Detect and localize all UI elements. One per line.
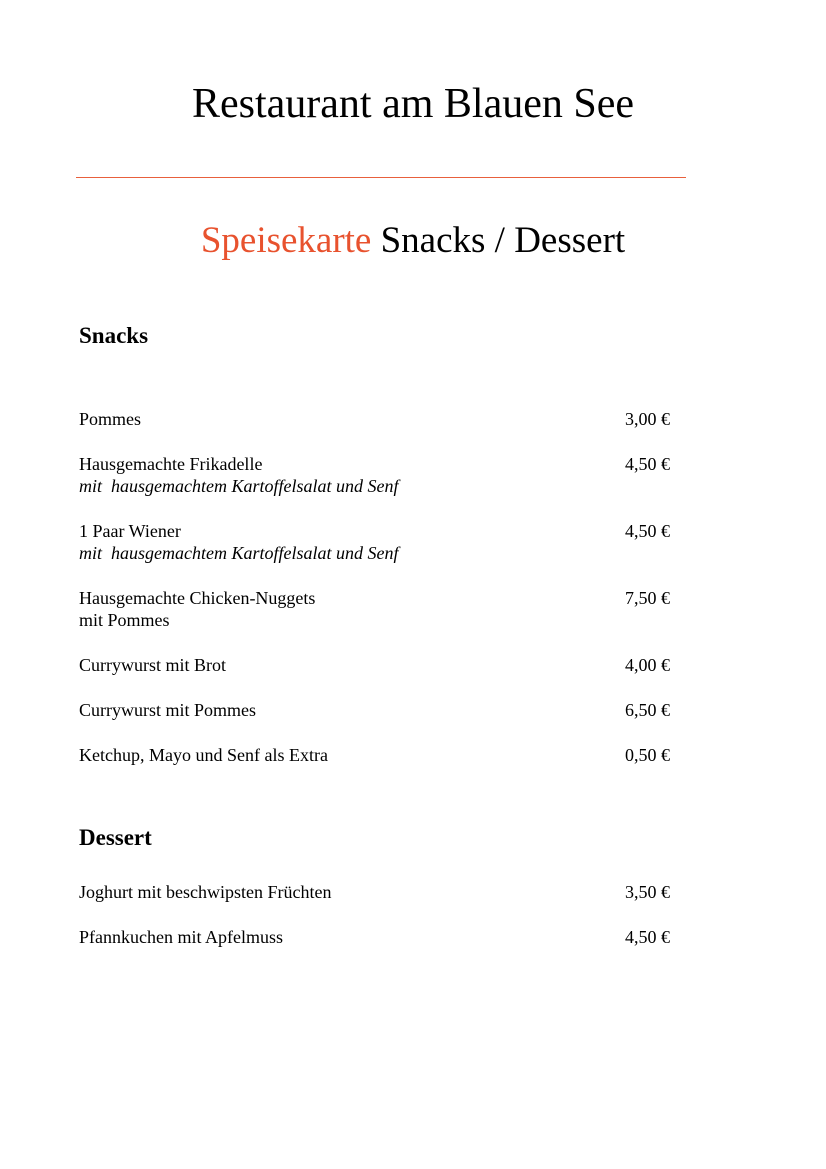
item-price: 4,50 € <box>625 927 670 947</box>
menu-item-wiener <box>79 520 670 564</box>
menu-item-joghurt <box>79 881 670 903</box>
menu-subtitle <box>0 219 826 263</box>
section-heading-snacks: Snacks <box>79 323 149 348</box>
menu-item-pommes <box>79 408 670 430</box>
menu-item-chicken-nuggets <box>79 587 670 631</box>
item-name: Currywurst mit Pommes <box>79 700 257 720</box>
item-name: Hausgemachte Frikadelle <box>79 454 263 474</box>
item-price: 3,00 € <box>625 409 670 429</box>
restaurant-title: Restaurant am Blauen See <box>191 81 635 127</box>
item-description: mit hausgemachtem Kartoffelsalat und Senf <box>79 543 399 563</box>
item-price: 4,00 € <box>625 655 670 675</box>
item-name: 1 Paar Wiener <box>79 521 181 541</box>
menu-item-frikadelle <box>79 453 670 497</box>
item-description: mit Pommes <box>79 610 170 630</box>
item-description: mit hausgemachtem Kartoffelsalat und Senf <box>79 476 399 496</box>
item-price: 6,50 € <box>625 700 670 720</box>
item-name: Ketchup, Mayo und Senf als Extra <box>79 745 328 765</box>
item-price: 7,50 € <box>625 588 670 608</box>
item-name: Currywurst mit Brot <box>79 655 226 675</box>
section-heading-dessert: Dessert <box>79 825 152 850</box>
subtitle-rest: Snacks / Dessert <box>371 220 626 261</box>
item-name: Hausgemachte Chicken-Nuggets <box>79 588 316 608</box>
header-divider <box>76 177 686 178</box>
menu-item-currywurst-pommes <box>79 699 670 721</box>
item-name: Joghurt mit beschwipsten Früchten <box>79 882 332 902</box>
menu-item-extras <box>79 744 670 766</box>
menu-item-currywurst-brot <box>79 654 670 676</box>
item-price: 3,50 € <box>625 882 670 902</box>
menu-item-pfannkuchen <box>79 926 670 948</box>
item-name: Pommes <box>79 409 142 429</box>
item-name: Pfannkuchen mit Apfelmuss <box>79 927 283 947</box>
item-price: 4,50 € <box>625 454 670 474</box>
item-price: 0,50 € <box>625 745 670 765</box>
item-price: 4,50 € <box>625 521 670 541</box>
subtitle-accent: Speisekarte <box>200 220 372 261</box>
